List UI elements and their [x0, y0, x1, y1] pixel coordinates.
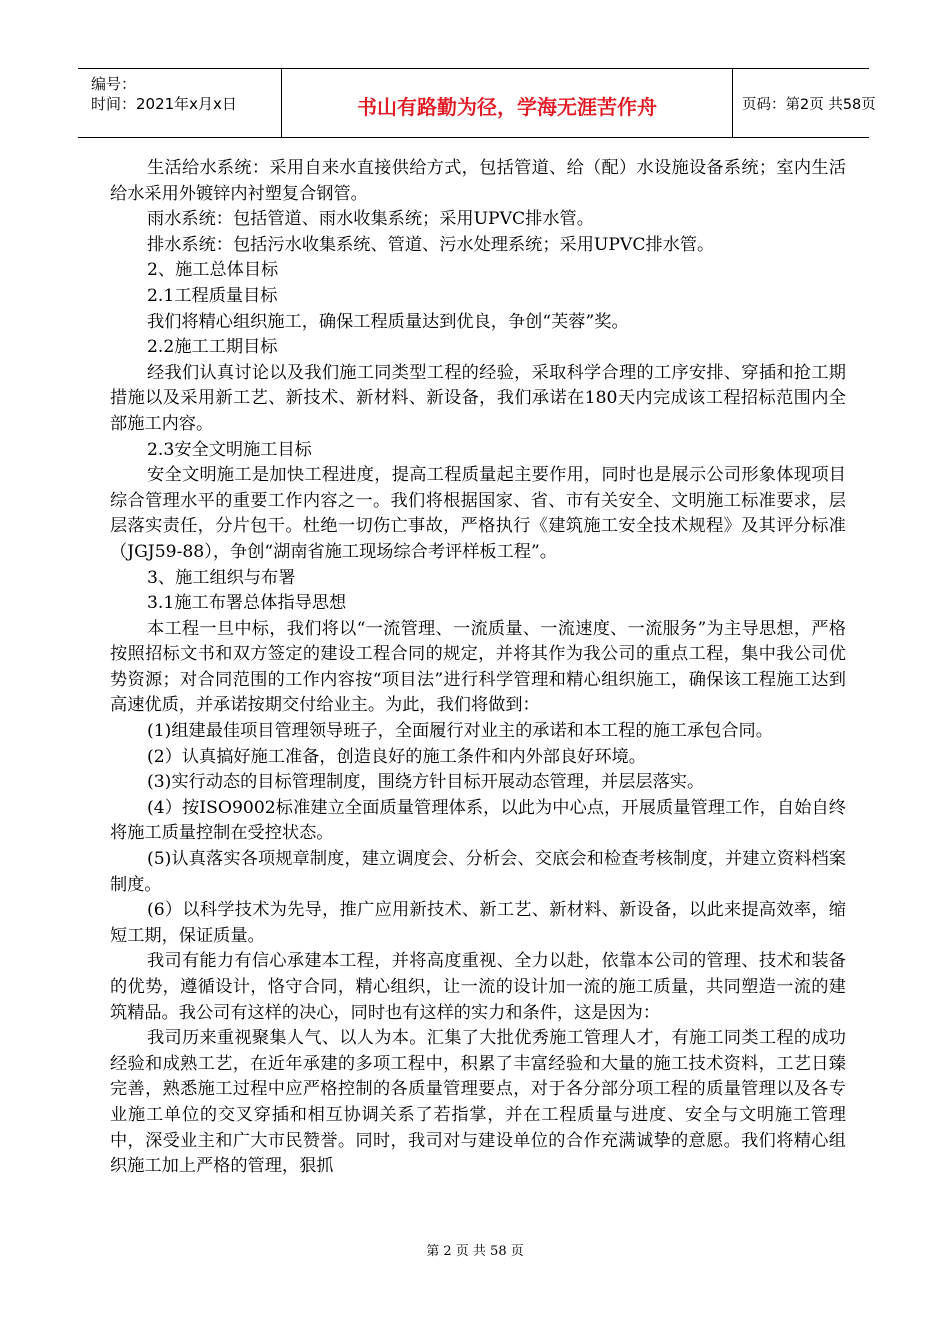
- subsection-heading: 2.3安全文明施工目标: [147, 439, 312, 460]
- header-motto-cell: [282, 69, 733, 137]
- list-item: (5)认真落实各项规章制度，建立调度会、分析会、交底会和检查考核制度，并建立资料档案制度。: [110, 849, 846, 895]
- document-number-label: 编号：: [91, 75, 137, 93]
- header-page-info: 页码：第2页 共58页: [742, 97, 876, 113]
- list-item: (1)组建最佳项目管理领导班子，全面履行对业主的承诺和本工程的施工承包合同。: [147, 721, 773, 742]
- header-meta-cell: [78, 69, 282, 137]
- header-page-cell: [733, 69, 876, 137]
- section-heading: 3、施工组织与布署: [147, 567, 296, 588]
- page-header: [78, 68, 876, 138]
- paragraph: 我们将精心组织施工，确保工程质量达到优良，争创“芙蓉”奖。: [147, 311, 629, 332]
- document-body: [110, 156, 846, 1180]
- paragraph: 雨水系统：包括管道、雨水收集系统；采用UPVC排水管。: [147, 209, 594, 230]
- subsection-heading: 2.1工程质量目标: [147, 285, 278, 306]
- paragraph: 生活给水系统：采用自来水直接供给方式，包括管道、给（配）水设施设备系统；室内生活给水采用外镀锌内衬塑复合钢管。: [110, 158, 846, 204]
- subsection-heading: 2.2施工工期目标: [147, 337, 278, 358]
- paragraph: 安全文明施工是加快工程进度，提高工程质量起主要作用，同时也是展示公司形象体现项目综合管理水平的重要工作内容之一。我们将根据国家、省、市有关安全、文明施工标准要求，层层落实责任，分片包干。杜绝一切伤亡事故，严格执行《建筑施工安全技术规程》及其评分标准（JGJ59-88），争创“湖南省施工现场综合考评样板工程”。: [110, 465, 846, 562]
- list-item: (2）认真搞好施工准备，创造良好的施工条件和内外部良好环境。: [147, 746, 646, 767]
- paragraph: 我司有能力有信心承建本工程，并将高度重视、全力以赴，依靠本公司的管理、技术和装备的优势，遵循设计，恪守合同，精心组织，让一流的设计加一流的施工质量，共同塑造一流的建筑精品。我公司有这样的决心，同时也有这样的实力和条件，这是因为：: [110, 951, 846, 1023]
- list-item: (4）按ISO9002标准建立全面质量管理体系，以此为中心点，开展质量管理工作，自始自终将施工质量控制在受控状态。: [110, 797, 846, 844]
- paragraph: 经我们认真讨论以及我们施工同类型工程的经验，采取科学合理的工序安排、穿插和抢工期措施以及采用新工艺、新技术、新材料、新设备，我们承诺在180天内完成该工程招标范围内全部施工内容。: [110, 362, 846, 434]
- section-heading: 2、施工总体目标: [147, 260, 279, 281]
- paragraph: 排水系统：包括污水收集系统、管道、污水处理系统；采用UPVC排水管。: [147, 234, 715, 255]
- document-date-label: 时间：2021年x月x日: [91, 95, 237, 113]
- list-item: (6）以科学技术为先导，推广应用新技术、新工艺、新材料、新设备，以此来提高效率，缩短工期，保证质量。: [110, 900, 846, 946]
- subsection-heading: 3.1施工布署总体指导思想: [147, 593, 347, 614]
- header-motto: 书山有路勤为径，学海无涯苦作舟: [357, 95, 657, 119]
- page-footer: 第 2 页 共 58 页: [426, 1244, 524, 1259]
- paragraph: 我司历来重视聚集人气、以人为本。汇集了大批优秀施工管理人才，有施工同类工程的成功经验和成熟工艺，在近年承建的多项工程中，积累了丰富经验和大量的施工技术资料，工艺日臻完善，熟悉施工过程中应严格控制的各质量管理要点，对于各分部分项工程的质量管理以及各专业施工单位的交叉穿插和相互协调关系了若指掌，并在工程质量与进度、安全与文明施工管理中，深受业主和广大市民赞誉。同时，我司对与建设单位的合作充满诚挚的意愿。我们将精心组织施工加上严格的管理，狠抓: [110, 1028, 846, 1177]
- paragraph: 本工程一旦中标，我们将以“一流管理、一流质量、一流速度、一流服务”为主导思想，严格按照招标文书和双方签定的建设工程合同的规定，并将其作为我公司的重点工程，集中我公司优势资源；对合同范围的工作内容按“项目法”进行科学管理和精心组织施工，确保该工程施工达到高速优质，并承诺按期交付给业主。为此，我们将做到：: [110, 618, 846, 716]
- list-item: (3)实行动态的目标管理制度，围绕方针目标开展动态管理，并层层落实。: [147, 772, 705, 793]
